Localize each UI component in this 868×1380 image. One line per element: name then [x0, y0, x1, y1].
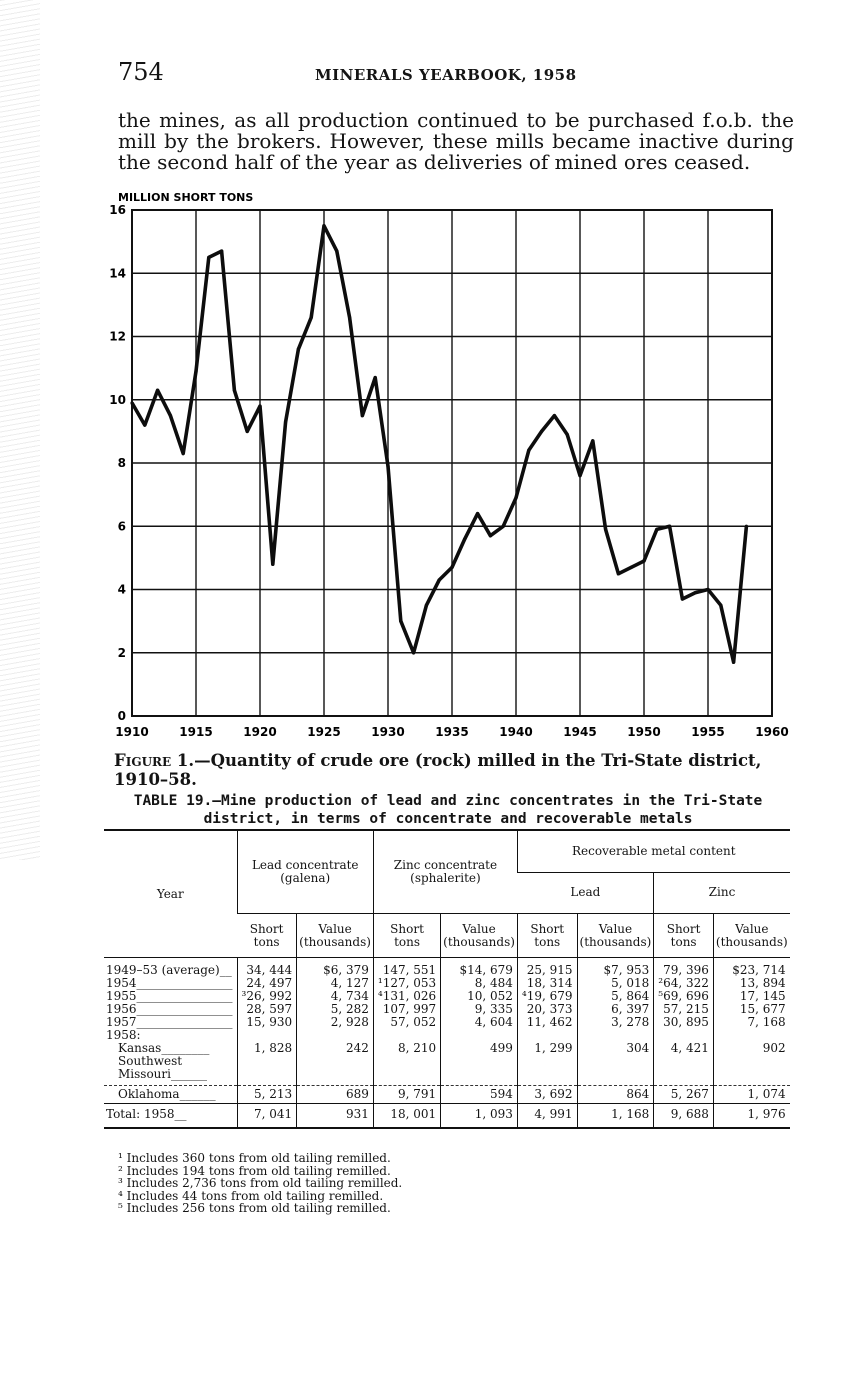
data-point — [322, 224, 325, 227]
data-point — [514, 496, 517, 499]
x-tick-label: 1930 — [371, 725, 405, 739]
cell: 1, 074 — [713, 1086, 789, 1104]
data-point — [617, 572, 620, 575]
data-point — [412, 651, 415, 654]
data-point — [566, 433, 569, 436]
y-tick-label: 2 — [117, 645, 126, 660]
col-lead-metal-value: $7, 953 5, 018 5, 864 6, 397 3, 278 304 — [577, 958, 654, 1086]
data-point — [182, 452, 185, 455]
header-value: Value (thousands) — [297, 914, 374, 958]
data-point — [246, 430, 249, 433]
data-point — [271, 563, 274, 566]
data-point — [169, 414, 172, 417]
cell: 689 — [297, 1086, 374, 1104]
header-value: Value (thousands) — [713, 914, 789, 958]
data-point — [284, 420, 287, 423]
table-row-oklahoma — [104, 1086, 790, 1104]
x-tick-label: 1920 — [243, 725, 277, 739]
footnote: ⁴ Includes 44 tons from old tailing remilled. — [118, 1188, 384, 1203]
data-point — [258, 404, 261, 407]
header-lead-concentrate: Lead concentrate (galena) — [237, 830, 373, 914]
x-tick-label: 1910 — [115, 725, 149, 739]
figure-caption — [114, 751, 794, 789]
figure-label: Figure 1. — [114, 751, 195, 770]
footnote: ⁵ Includes 256 tons from old tailing remilled. — [118, 1201, 391, 1215]
data-point — [745, 525, 748, 528]
y-tick-label: 10 — [109, 392, 126, 407]
data-point — [450, 566, 453, 569]
header-zinc-concentrate: Zinc concentrate (sphalerite) — [373, 830, 517, 914]
header-year: Year — [104, 830, 237, 958]
data-point — [463, 537, 466, 540]
y-tick-label: 14 — [109, 266, 126, 281]
cell: 5, 213 — [237, 1086, 297, 1104]
x-tick-label: 1950 — [627, 725, 661, 739]
x-tick-label: 1940 — [499, 725, 533, 739]
year-label: 1958: — [106, 1028, 141, 1042]
footnote: ² Includes 194 tons from old tailing remilled. — [118, 1163, 391, 1178]
data-point — [374, 376, 377, 379]
y-tick-label: 8 — [117, 456, 126, 470]
data-point — [719, 604, 722, 607]
y-tick-label: 4 — [117, 582, 126, 597]
header-recoverable-metal: Recoverable metal content — [517, 830, 789, 872]
data-point — [655, 528, 658, 531]
data-point — [207, 256, 210, 259]
intro-paragraph: the mines, as all production continued to be purchased f.o.b. the mill by the brokers. However, these mills became inactive during the second half of the year as deliveries of mined ores ceased. — [118, 108, 794, 174]
total-label: Total: 1958__ — [104, 1104, 237, 1129]
col-lead-conc-tons: 34, 444 24, 497 ³26, 992 28, 597 15, 930 1, 828 — [237, 958, 297, 1086]
cell: 18, 001 — [373, 1104, 440, 1129]
data-point — [233, 389, 236, 392]
data-point — [527, 449, 530, 452]
data-point — [297, 348, 300, 351]
data-point — [335, 250, 338, 253]
cell: 1, 093 — [441, 1104, 518, 1129]
cell: 5, 267 — [654, 1086, 714, 1104]
cell: 3, 692 — [517, 1086, 577, 1104]
table-title: TABLE 19.—Mine production of lead and zinc concentrates in the Tri-State district, in terms of concentrate and recoverable metals — [133, 793, 763, 827]
header-short-tons: Short tons — [237, 914, 297, 958]
col-zinc-conc-tons: 147, 551 ¹127, 053 ⁴131, 026 107, 997 57, 052 8, 210 — [373, 958, 440, 1086]
header-value: Value (thousands) — [441, 914, 518, 958]
cell: 864 — [577, 1086, 654, 1104]
year-label: 1955________________ — [106, 989, 233, 1003]
data-point — [732, 661, 735, 664]
ore-milled-line-chart — [108, 186, 788, 746]
data-point — [476, 512, 479, 515]
header-short-tons: Short tons — [373, 914, 440, 958]
x-tick-label: 1935 — [435, 725, 469, 739]
year-label: 1949–53 (average)__ — [106, 963, 232, 977]
y-tick-label: 6 — [117, 519, 126, 534]
table-row-total — [104, 1104, 790, 1129]
data-point — [553, 414, 556, 417]
data-point — [694, 591, 697, 594]
x-tick-label: 1955 — [691, 725, 725, 739]
col-zinc-conc-value: $14, 679 8, 484 10, 052 9, 335 4, 604 499 — [441, 958, 518, 1086]
data-point — [591, 439, 594, 442]
col-zinc-metal-value: $23, 714 13, 894 17, 145 15, 677 7, 168 902 — [713, 958, 789, 1086]
col-lead-metal-tons: 25, 915 18, 314 ⁴19, 679 20, 373 11, 462 1, 299 — [517, 958, 577, 1086]
kansas-label: Kansas________ — [118, 1041, 210, 1055]
table-row-years — [104, 958, 790, 1086]
y-tick-label: 0 — [117, 709, 126, 723]
data-point — [681, 597, 684, 600]
header-short-tons: Short tons — [654, 914, 714, 958]
footnote: ¹ Includes 360 tons from old tailing remilled. — [118, 1151, 391, 1165]
data-point — [399, 620, 402, 623]
year-labels — [104, 958, 237, 1086]
header-short-tons: Short tons — [517, 914, 577, 958]
ore-milled-series-line — [132, 226, 746, 662]
x-tick-label: 1945 — [563, 725, 597, 739]
year-label: 1954________________ — [106, 976, 233, 990]
year-label: 1956________________ — [106, 1002, 233, 1016]
running-title: MINERALS YEARBOOK, 1958 — [315, 66, 577, 84]
cell: 931 — [297, 1104, 374, 1129]
data-point — [502, 525, 505, 528]
cell: 7, 041 — [237, 1104, 297, 1129]
data-point — [130, 401, 133, 404]
data-point — [438, 578, 441, 581]
col-zinc-metal-tons: 79, 396 ²64, 322 ⁵69, 696 57, 215 30, 895 4, 421 — [654, 958, 714, 1086]
data-point — [578, 474, 581, 477]
data-point — [425, 604, 428, 607]
cell: 9, 688 — [654, 1104, 714, 1129]
header-zinc: Zinc — [654, 872, 790, 914]
page-header — [118, 58, 638, 92]
header-value: Value (thousands) — [577, 914, 654, 958]
data-point — [630, 566, 633, 569]
data-point — [143, 423, 146, 426]
data-point — [668, 525, 671, 528]
scan-edge-noise — [0, 0, 40, 860]
data-point — [489, 534, 492, 537]
cell: 1, 976 — [713, 1104, 789, 1129]
missouri-label: Southwest Missouri______ — [118, 1054, 207, 1081]
data-point — [706, 588, 709, 591]
year-label: 1957________________ — [106, 1015, 233, 1029]
y-axis-label: MILLION SHORT TONS — [118, 191, 254, 204]
data-point — [156, 389, 159, 392]
header-lead: Lead — [517, 872, 653, 914]
footnotes — [118, 1152, 402, 1215]
data-point — [642, 559, 645, 562]
y-tick-label: 12 — [109, 329, 126, 344]
data-point — [310, 316, 313, 319]
data-point — [220, 250, 223, 253]
x-tick-label: 1960 — [755, 725, 789, 739]
cell: 1, 168 — [577, 1104, 654, 1129]
x-tick-label: 1925 — [307, 725, 341, 739]
figure-caption-text: —Quantity of crude ore (rock) milled in the Tri-State district, 1910–58. — [114, 751, 762, 789]
cell: 9, 791 — [373, 1086, 440, 1104]
data-point — [348, 316, 351, 319]
cell: 4, 991 — [517, 1104, 577, 1129]
data-point — [194, 370, 197, 373]
cell: 594 — [441, 1086, 518, 1104]
data-point — [361, 414, 364, 417]
data-point — [604, 528, 607, 531]
footnote: ³ Includes 2,736 tons from old tailing remilled. — [118, 1176, 403, 1190]
col-lead-conc-value: $6, 379 4, 127 4, 734 5, 282 2, 928 242 — [297, 958, 374, 1086]
oklahoma-label: Oklahoma______ — [104, 1086, 237, 1104]
x-tick-label: 1915 — [179, 725, 213, 739]
production-table — [104, 829, 790, 1129]
data-point — [540, 430, 543, 433]
page-number: 754 — [118, 58, 164, 86]
y-tick-label: 16 — [109, 203, 126, 217]
data-point — [386, 465, 389, 468]
